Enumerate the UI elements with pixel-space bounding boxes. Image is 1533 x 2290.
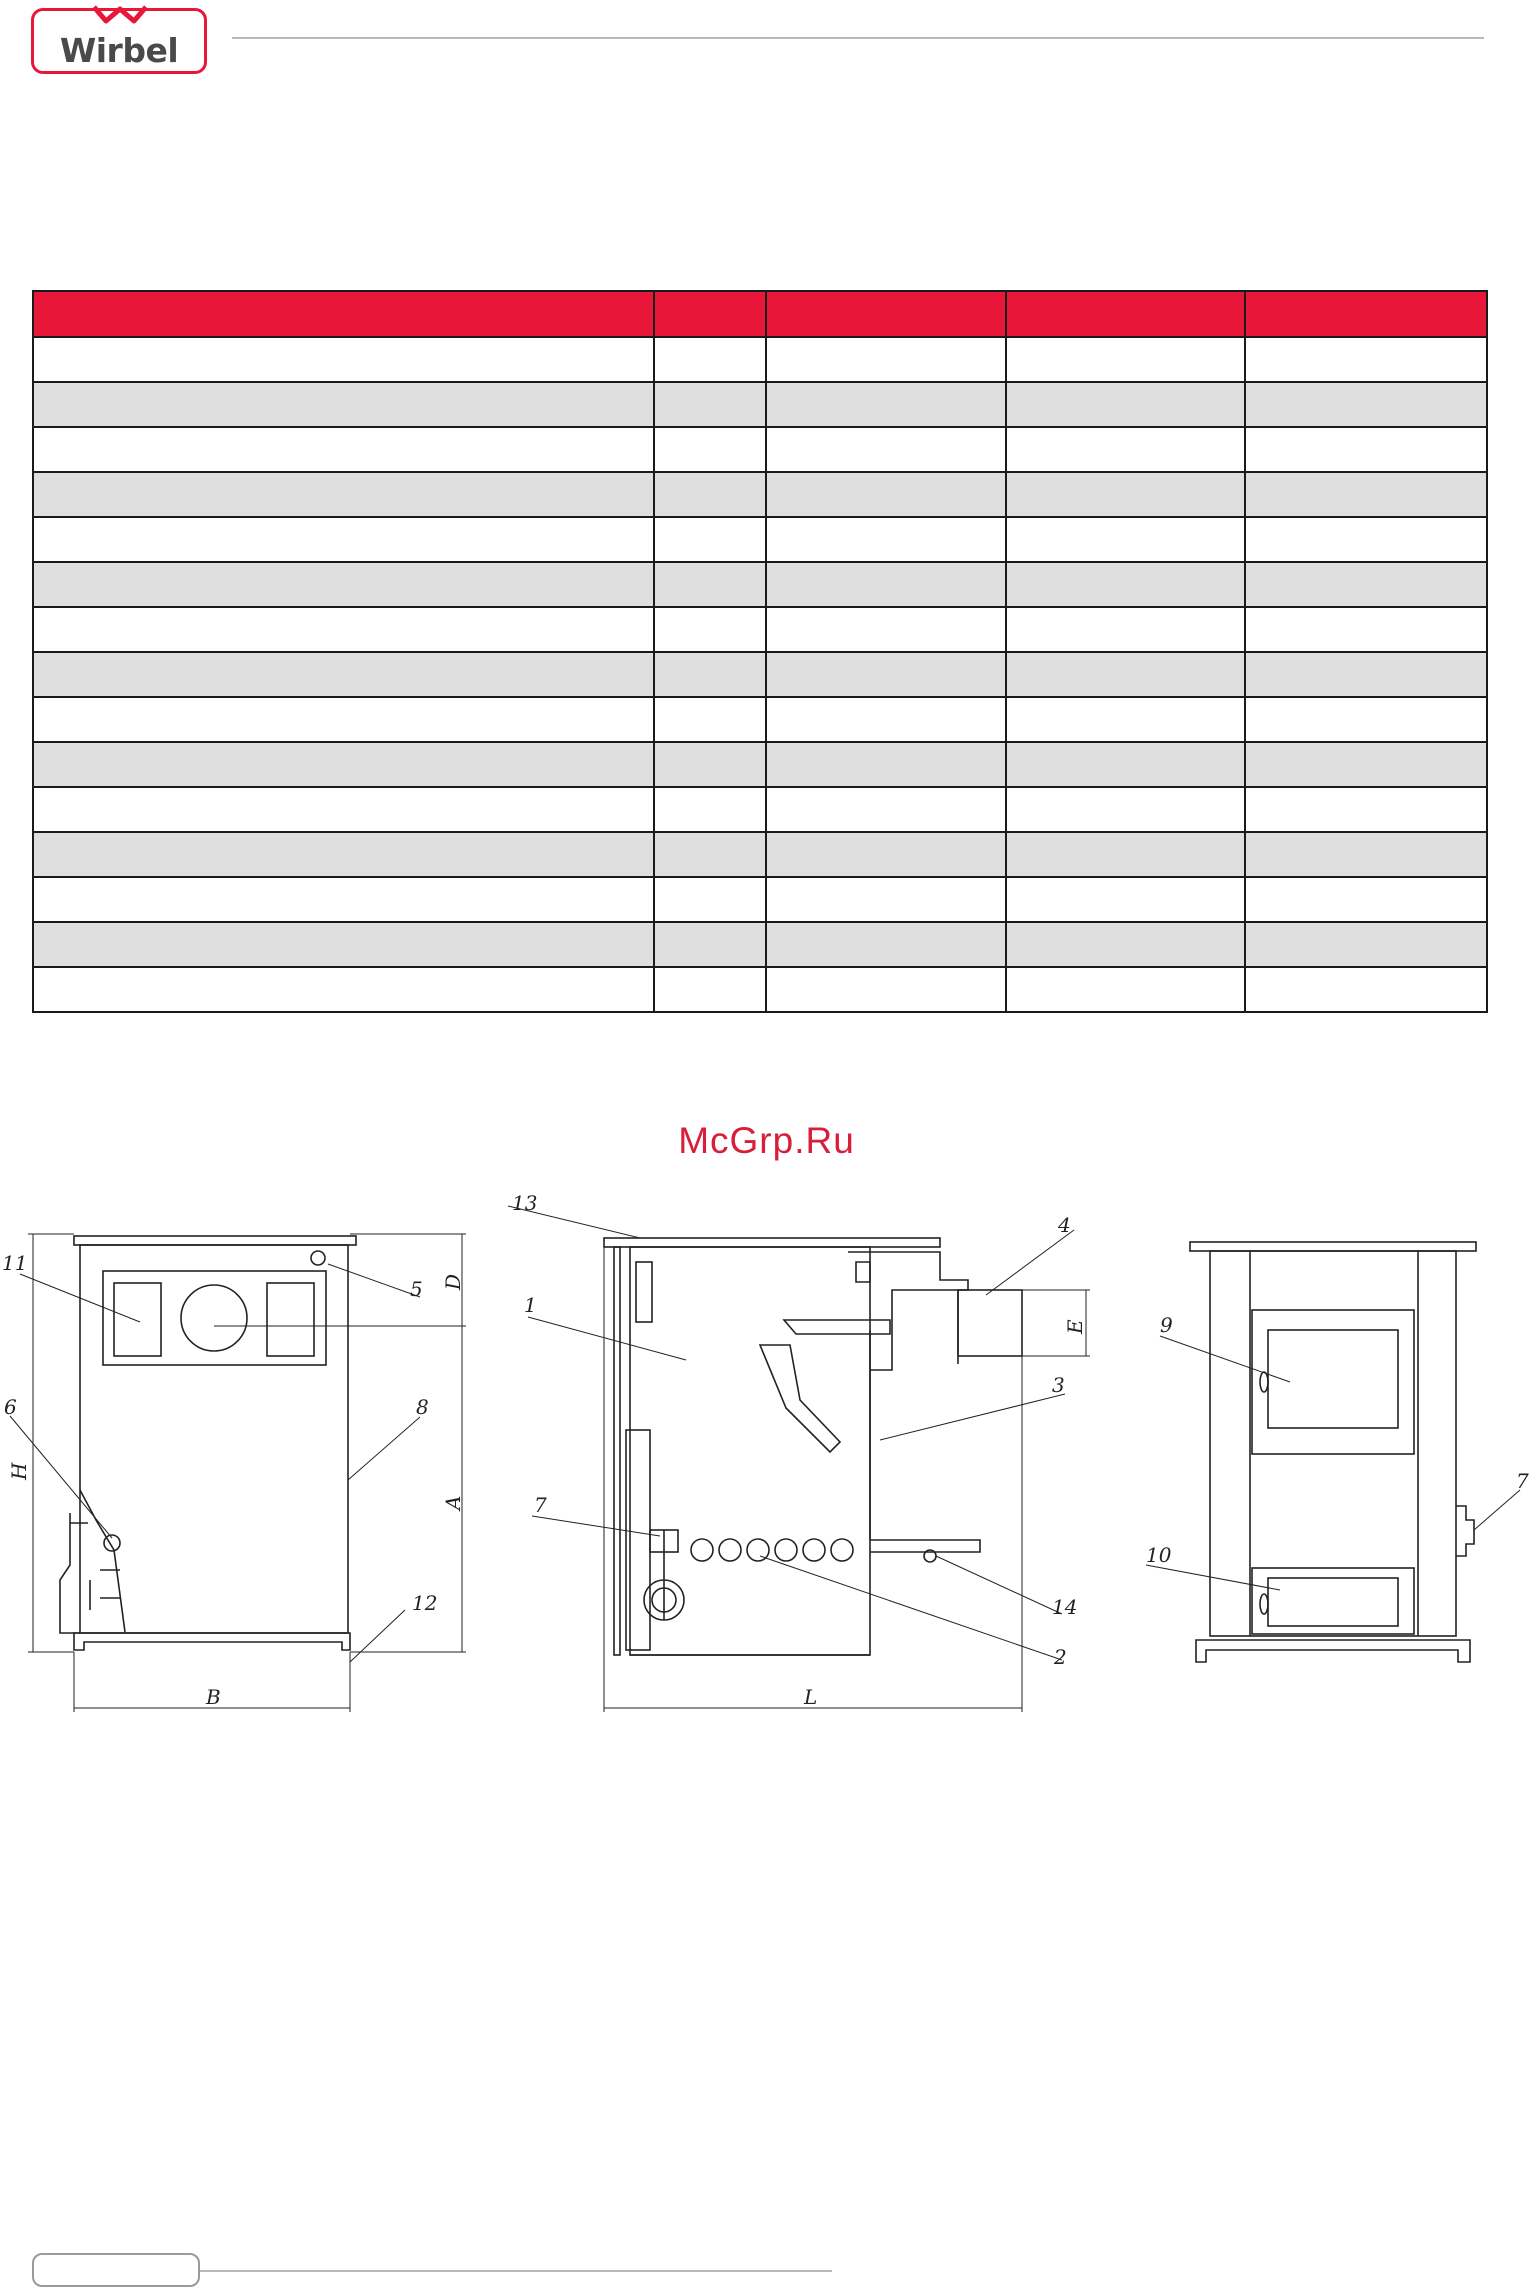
table-cell [33,922,654,967]
table-cell [654,742,766,787]
brand-name: Wirbel [59,31,179,70]
table-cell [1006,922,1245,967]
table-cell [1006,427,1245,472]
dimension-label-e: E [1063,1319,1087,1334]
table-cell [654,517,766,562]
callout-label: 7 [1516,1469,1529,1493]
table-cell [1245,832,1487,877]
table-cell [33,697,654,742]
table-header-cell [1006,291,1245,337]
table-cell [33,382,654,427]
table-cell [654,922,766,967]
table-cell [1245,607,1487,652]
table-cell [1006,517,1245,562]
callout-label: 6 [4,1395,17,1419]
callout-label: 1 [524,1293,537,1317]
table-header-row [33,291,1487,337]
table-row [33,787,1487,832]
table-row [33,877,1487,922]
page-number-pill [32,2253,200,2287]
callout-label: 3 [1052,1373,1065,1397]
table-row [33,382,1487,427]
table-cell [766,337,1006,382]
table-cell [1245,967,1487,1012]
table-cell [1006,697,1245,742]
drawing-labels [2,1191,1529,1709]
table-cell [33,337,654,382]
table-cell [33,517,654,562]
table-header-cell [654,291,766,337]
dimension-label-d: D [441,1273,465,1290]
table-cell [766,472,1006,517]
table-cell [766,697,1006,742]
table-cell [1006,652,1245,697]
callout-label: 14 [1052,1595,1078,1619]
header-rule [232,37,1484,39]
table-header-cell [33,291,654,337]
table-cell [33,427,654,472]
table-cell [1006,742,1245,787]
table-cell [654,562,766,607]
table-cell [766,382,1006,427]
callout-label: 4 [1058,1213,1071,1237]
table-cell [654,877,766,922]
table-cell [1245,922,1487,967]
callout-label: 5 [410,1277,423,1301]
table-cell [33,562,654,607]
table-cell [654,697,766,742]
table-cell [766,652,1006,697]
table-row [33,337,1487,382]
table-row [33,697,1487,742]
table-cell [654,472,766,517]
table-row [33,562,1487,607]
table-cell [1006,472,1245,517]
table-cell [1245,517,1487,562]
side-view [10,1234,466,1712]
table-cell [1006,382,1245,427]
table-cell [766,562,1006,607]
table-cell [33,877,654,922]
callout-label: 10 [1146,1543,1172,1567]
table-cell [654,382,766,427]
wirbel-logo [31,8,207,74]
watermark: McGrp.Ru [678,1120,855,1161]
callout-label: 9 [1160,1313,1173,1337]
table-cell [33,787,654,832]
table-cell [1245,562,1487,607]
table-cell [1006,337,1245,382]
table-cell [766,832,1006,877]
table-cell [1245,742,1487,787]
table-cell [1245,427,1487,472]
dimension-label-h: H [7,1462,31,1480]
table-header-cell [766,291,1006,337]
table-cell [766,877,1006,922]
table-cell [654,337,766,382]
table-cell [1006,967,1245,1012]
table-cell [1245,877,1487,922]
table-cell [1245,337,1487,382]
table-cell [766,742,1006,787]
table-row [33,517,1487,562]
table-cell [654,787,766,832]
table-cell [1006,877,1245,922]
table-cell [33,832,654,877]
table-cell [654,427,766,472]
stove-technical-drawing [0,1170,1533,1730]
table-cell [33,742,654,787]
table-header-cell [1245,291,1487,337]
table-cell [766,607,1006,652]
table-cell [1245,787,1487,832]
table-cell [33,652,654,697]
table-cell [766,427,1006,472]
table-cell [1245,382,1487,427]
table-cell [1006,832,1245,877]
table-cell [33,607,654,652]
table-cell [654,967,766,1012]
table-cell [33,967,654,1012]
front-view [1146,1242,1520,1662]
table-cell [1006,787,1245,832]
callout-label: 8 [416,1395,429,1419]
spec-table [32,290,1488,1013]
dimension-label-a: A [441,1495,465,1510]
table-row [33,427,1487,472]
table-cell [766,517,1006,562]
table-cell [1006,607,1245,652]
table-cell [766,787,1006,832]
table-cell [1245,652,1487,697]
table-row [33,652,1487,697]
table-cell [654,652,766,697]
table-row [33,742,1487,787]
callout-label: 2 [1054,1645,1067,1669]
callout-label: 12 [412,1591,438,1615]
callout-label: 13 [512,1191,538,1215]
table-cell [654,607,766,652]
table-cell [1006,562,1245,607]
section-view [508,1206,1090,1712]
table-row [33,472,1487,517]
table-cell [33,472,654,517]
table-cell [1245,697,1487,742]
table-cell [1245,472,1487,517]
table-cell [766,922,1006,967]
dimension-label-b: B [206,1685,221,1709]
callout-label: 7 [534,1493,547,1517]
table-cell [766,967,1006,1012]
callout-label: 11 [2,1251,28,1275]
footer-rule [200,2270,832,2272]
table-row [33,922,1487,967]
table-row [33,607,1487,652]
table-row [33,832,1487,877]
table-cell [654,832,766,877]
dimension-label-l: L [804,1685,818,1709]
logo-chevron-icon [92,5,148,25]
table-row [33,967,1487,1012]
